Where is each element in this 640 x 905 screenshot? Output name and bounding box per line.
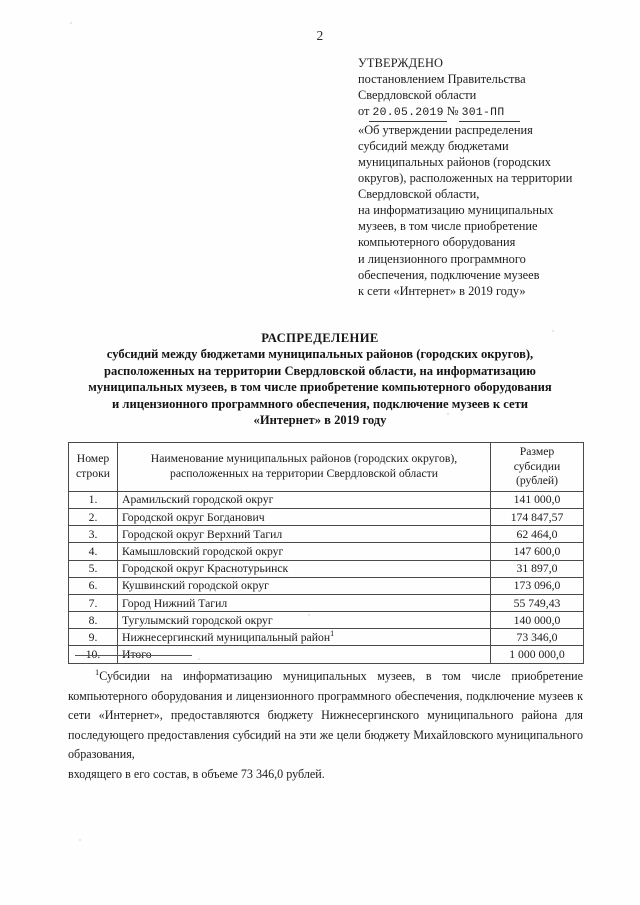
table-header-row-number (69, 443, 118, 492)
approval-date-line (358, 103, 616, 122)
approval-desc-4: округов), расположенных на территории (358, 171, 573, 186)
cell-amount: 174 847,57 (491, 508, 584, 525)
footnote-separator (75, 655, 192, 656)
cell-municipality: Городской округ Краснотурьинск (118, 560, 491, 577)
header-amount-line-2: (рублей) (515, 474, 559, 488)
table-head (69, 443, 584, 492)
header-name-line-2: расположенных на территории Свердловской области (169, 466, 438, 480)
scan-speckle (447, 413, 449, 415)
approval-line-1: постановлением Правительства (358, 72, 526, 87)
number-label: № (446, 104, 459, 119)
approval-title: УТВЕРЖДЕНО (358, 56, 444, 70)
cell-row-number: 5. (69, 560, 118, 577)
table-row (69, 594, 584, 611)
cell-amount: 141 000,0 (491, 491, 584, 508)
document-title-line-1: субсидий между бюджетами муниципальных районов (городских округов), (106, 347, 534, 362)
document-title (62, 330, 578, 428)
table-row (69, 526, 584, 543)
cell-row-number: 2. (69, 508, 118, 525)
scan-speckle (70, 22, 72, 24)
header-name-line-1: Наименование муниципальных районов (городских округов), (150, 452, 458, 466)
cell-row-number: 8. (69, 612, 118, 629)
footnote-text-last-line: входящего в его состав, в объеме 73 346,0 рублей. (68, 766, 325, 781)
cell-municipality: Арамильский городской округ (118, 491, 491, 508)
table-row (69, 508, 584, 525)
approval-desc-8: компьютерного оборудования (358, 235, 516, 250)
table-header-name (118, 443, 491, 492)
cell-amount: 62 464,0 (491, 526, 584, 543)
cell-municipality: Камышловский городской округ (118, 543, 491, 560)
header-row-number-line-1: Номер (76, 452, 110, 466)
cell-row-number: 7. (69, 594, 118, 611)
scan-speckle (79, 839, 81, 841)
cell-amount: 55 749,43 (491, 594, 584, 611)
document-title-line-4: и лицензионного программного обеспечения, подключение музеев к сети (111, 396, 529, 411)
approval-desc-1: «Об утверждении распределения (358, 123, 533, 138)
table-header-row (69, 443, 584, 492)
document-title-line-5: «Интернет» в 2019 году (253, 413, 387, 428)
date-label: от (358, 104, 370, 119)
scan-speckle (552, 330, 554, 332)
approval-line-2: Свердловской области (358, 88, 477, 103)
table-row (69, 560, 584, 577)
footnote-reference-marker: 1 (330, 628, 335, 638)
cell-row-number: 10. (69, 646, 118, 663)
approval-desc-10: обеспечения, подключение музеев (358, 267, 540, 282)
cell-municipality: Городской округ Богданович (118, 508, 491, 525)
approval-desc-2: субсидий между бюджетами (358, 139, 509, 154)
footnote-marker: 1 (95, 667, 100, 677)
cell-municipality: Город Нижний Тагил (118, 594, 491, 611)
number-value: 301-ПП (459, 107, 521, 122)
header-amount-line-1: Размер субсидии (513, 445, 561, 473)
cell-amount: 173 096,0 (491, 577, 584, 594)
cell-municipality: Кушвинский городской округ (118, 577, 491, 594)
cell-municipality: Тугулымский городской округ (118, 612, 491, 629)
approval-desc-6: на информатизацию муниципальных (358, 203, 554, 218)
table-row (69, 491, 584, 508)
table-header-amount (491, 443, 584, 492)
cell-amount: 31 897,0 (491, 560, 584, 577)
approval-desc-7: музеев, в том числе приобретение (358, 219, 538, 234)
cell-row-number: 6. (69, 577, 118, 594)
cell-row-number: 1. (69, 491, 118, 508)
document-title-heading: РАСПРЕДЕЛЕНИЕ (261, 331, 379, 345)
cell-row-number: 9. (69, 629, 118, 646)
table-row (69, 543, 584, 560)
cell-total-amount: 1 000 000,0 (491, 646, 584, 663)
approval-desc-3: муниципальных районов (городских (358, 155, 551, 170)
table-row (69, 629, 584, 646)
document-title-line-3: муниципальных музеев, в том числе приобретение компьютерного оборудования (88, 380, 552, 395)
scan-speckle (198, 658, 200, 660)
document-title-line-2: расположенных на территории Свердловской области, на информатизацию (104, 363, 536, 378)
cell-row-number: 3. (69, 526, 118, 543)
cell-amount: 140 000,0 (491, 612, 584, 629)
table-row (69, 612, 584, 629)
cell-municipality: Городской округ Верхний Тагил (118, 526, 491, 543)
date-value: 20.05.2019 (369, 107, 446, 122)
cell-municipality-text: Нижнесергинский муниципальный район (122, 630, 331, 644)
header-row-number-line-2: строки (75, 466, 111, 480)
cell-row-number: 4. (69, 543, 118, 560)
cell-municipality (118, 629, 491, 646)
approval-desc-9: и лицензионного программного (358, 251, 526, 266)
subsidy-distribution-table (68, 442, 584, 664)
cell-amount: 73 346,0 (491, 629, 584, 646)
page-number: 2 (316, 28, 324, 43)
cell-total-label: Итого (118, 646, 491, 663)
cell-amount: 147 600,0 (491, 543, 584, 560)
table-row (69, 577, 584, 594)
scan-speckle (308, 614, 310, 616)
footnote-text: Субсидии на информатизацию муниципальных музеев, в том числе приобретение компьютерного оборудования и лицензионного программного обеспечения, подключение музеев к сети «Интернет», предоставляются бюджету Нижнесергинского муниципального района для последующего предоставления субсидий на эти же цели бюджету Михайловского муниципального образования, (68, 669, 583, 762)
approval-desc-11: к сети «Интернет» в 2019 году» (358, 283, 526, 298)
approval-desc-5: Свердловской области, (358, 187, 480, 202)
table-body (69, 491, 584, 663)
footnote (68, 667, 583, 785)
approval-block (358, 55, 616, 299)
